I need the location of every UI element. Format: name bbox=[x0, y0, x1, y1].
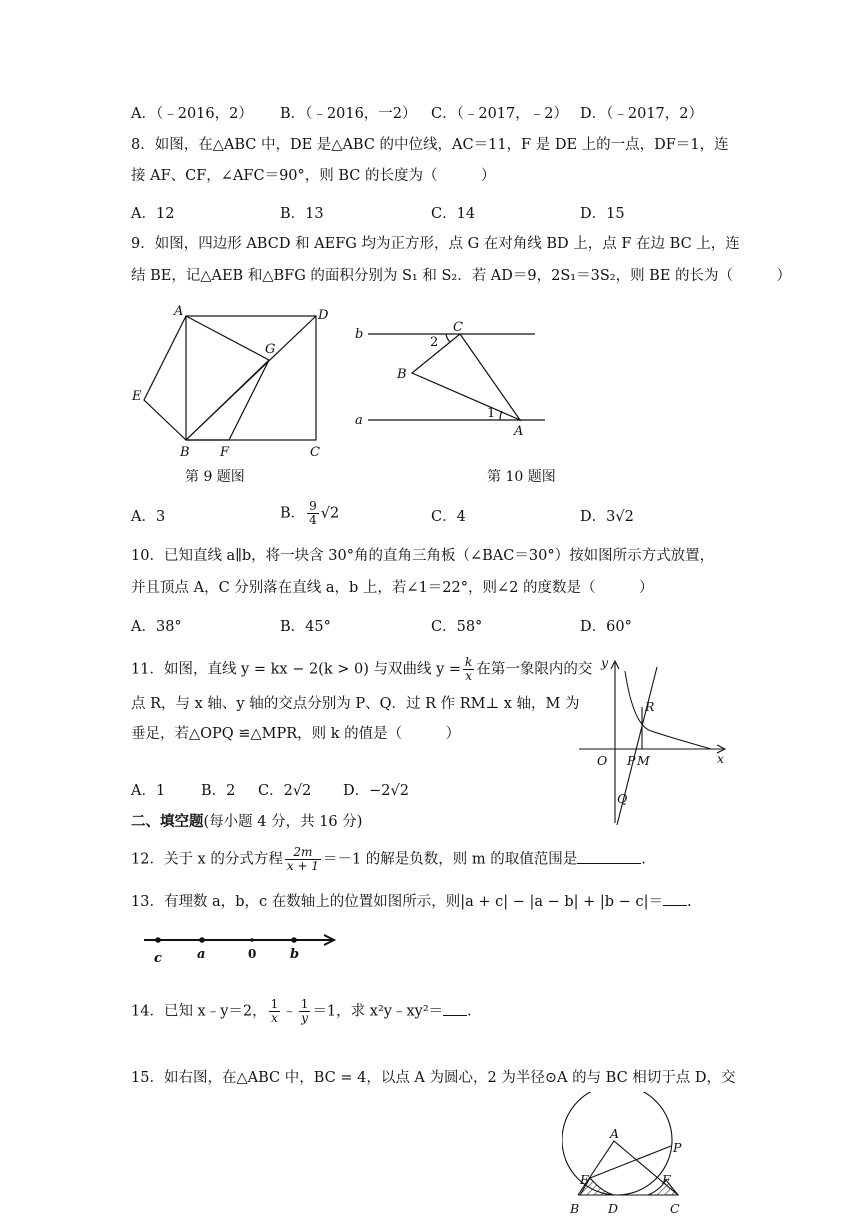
q12-text: 12．关于 x 的分式方程 $\frac{2m}{x + 1}$ ＝－1 的解是负数，则 m 的取值范围是 . bbox=[131, 845, 646, 873]
q12-answer-blank[interactable] bbox=[577, 863, 641, 864]
q10-label-angle1: 1 bbox=[487, 406, 496, 421]
q10-label-b-line: b bbox=[355, 327, 364, 342]
q11-label-p: P bbox=[627, 753, 636, 768]
q10-figure bbox=[350, 315, 550, 440]
q11-label-y: y bbox=[601, 655, 609, 670]
q11-option-a: A．1 bbox=[131, 783, 166, 799]
q13-text: 13．有理数 a，b，c 在数轴上的位置如图所示，则|a + c| − |a − b| + |b − c|＝ . bbox=[131, 894, 692, 910]
q7-option-b: B．（﹣2016，一2） bbox=[280, 106, 417, 122]
q11-text-line1: 11．如图，直线 y = kx − 2(k > 0) 与双曲线 y = $\frac{k}{x}$ 在第一象限内的交 bbox=[131, 655, 593, 683]
q11-option-c: C．2√2 bbox=[258, 783, 312, 799]
q10-label-angle2: 2 bbox=[430, 335, 439, 350]
q13-number-line bbox=[138, 928, 344, 968]
q10-text-line2: 并且顶点 A，C 分别落在直线 a，b 上，若∠1＝22°，则∠2 的度数是（ ） bbox=[131, 580, 654, 596]
q13-answer-blank[interactable] bbox=[663, 905, 687, 906]
q15-label-a: A bbox=[610, 1126, 620, 1141]
q13-label-zero: 0 bbox=[248, 947, 257, 961]
q11-option-d: D．−2√2 bbox=[343, 783, 409, 799]
q11-label-q: Q bbox=[617, 791, 628, 806]
q15-label-e: E bbox=[580, 1172, 590, 1187]
q11-label-o: O bbox=[597, 753, 608, 768]
q10-label-a-line: a bbox=[355, 413, 363, 428]
q15-label-d: D bbox=[608, 1201, 619, 1216]
q15-text: 15．如右图，在△ABC 中，BC = 4，以点 A 为圆心，2 为半径⊙A 的与 BC 相切于点 D，交 bbox=[131, 1070, 736, 1086]
q15-figure bbox=[562, 1092, 690, 1216]
q15-label-p: P bbox=[673, 1140, 682, 1155]
q8-option-a: A．12 bbox=[131, 206, 175, 222]
q10-caption: 第 10 题图 bbox=[487, 469, 556, 485]
q7-option-d: D．（﹣2017，2） bbox=[580, 106, 704, 122]
q9-caption: 第 9 题图 bbox=[185, 469, 245, 485]
q15-label-c: C bbox=[670, 1201, 680, 1216]
q9-label-b: B bbox=[180, 445, 190, 460]
q9-text-line2: 结 BE，记△AEB 和△BFG 的面积分别为 S₁ 和 S₂．若 AD＝9，2S₁＝3S₂，则 BE 的长为（ ） bbox=[131, 268, 792, 284]
q8-option-d: D．15 bbox=[580, 206, 625, 222]
q11-option-b: B．2 bbox=[201, 783, 236, 799]
q15-label-b: B bbox=[570, 1201, 580, 1216]
q11-label-m: M bbox=[637, 753, 650, 768]
q9-option-c: C．4 bbox=[431, 509, 466, 525]
q10-option-a: A．38° bbox=[131, 619, 182, 635]
q10-text-line1: 10．已知直线 a∥b，将一块含 30°角的直角三角板（∠BAC＝30°）按如图所示方式放置， bbox=[131, 548, 715, 564]
q7-option-a: A．（﹣2016，2） bbox=[131, 106, 253, 122]
q14-text: 14．已知 x﹣y＝2， $\frac{1}{x}$ ﹣ $\frac{1}{y}$ ＝1，求 x²y﹣xy²＝ . bbox=[131, 997, 472, 1025]
q10-label-b: B bbox=[397, 367, 407, 382]
q10-option-d: D．60° bbox=[580, 619, 632, 635]
q9-option-a: A．3 bbox=[131, 509, 166, 525]
q8-text-line2: 接 AF、CF，∠AFC＝90°，则 BC 的长度为（ ） bbox=[131, 168, 496, 184]
q10-label-a: A bbox=[514, 424, 524, 439]
q13-label-c: c bbox=[154, 951, 162, 966]
q9-label-g: G bbox=[265, 342, 276, 357]
q9-label-a: A bbox=[174, 304, 184, 319]
q9-label-d: D bbox=[318, 308, 329, 323]
q11-label-x: x bbox=[717, 751, 725, 766]
q9-label-f: F bbox=[220, 445, 230, 460]
q13-label-a: a bbox=[197, 947, 206, 962]
q9-option-d: D．3√2 bbox=[580, 509, 634, 525]
q10-label-c: C bbox=[453, 320, 463, 335]
q11-label-r: R bbox=[645, 699, 655, 714]
q8-option-b: B．13 bbox=[280, 206, 324, 222]
q9-option-b: B． $\frac{9}{4}$ √2 bbox=[280, 499, 340, 527]
section2-heading: 二、填空题(每小题 4 分，共 16 分) bbox=[131, 813, 363, 830]
q11-text-line2: 点 R，与 x 轴、y 轴的交点分别为 P、Q．过 R 作 RM⊥ x 轴，M 为 bbox=[131, 696, 580, 712]
q13-label-b: b bbox=[290, 947, 300, 962]
q11-figure bbox=[575, 655, 735, 827]
q8-text-line1: 8．如图，在△ABC 中，DE 是△ABC 的中位线，AC＝11，F 是 DE 上的一点，DF＝1，连 bbox=[131, 137, 729, 153]
q8-option-c: C．14 bbox=[431, 206, 476, 222]
q10-option-b: B．45° bbox=[280, 619, 331, 635]
q10-option-c: C．58° bbox=[431, 619, 483, 635]
q7-option-c: C．（﹣2017，﹣2） bbox=[431, 106, 568, 122]
q15-label-f: F bbox=[662, 1172, 671, 1187]
q9-label-c: C bbox=[310, 445, 320, 460]
q14-answer-blank[interactable] bbox=[443, 1015, 467, 1016]
q11-text-line3: 垂足，若△OPQ ≌△MPR，则 k 的值是（ ） bbox=[131, 726, 461, 742]
q9-label-e: E bbox=[132, 389, 142, 404]
q9-figure bbox=[128, 300, 338, 462]
q9-text-line1: 9．如图，四边形 ABCD 和 AEFG 均为正方形，点 G 在对角线 BD 上，点 F 在边 BC 上，连 bbox=[131, 236, 740, 252]
